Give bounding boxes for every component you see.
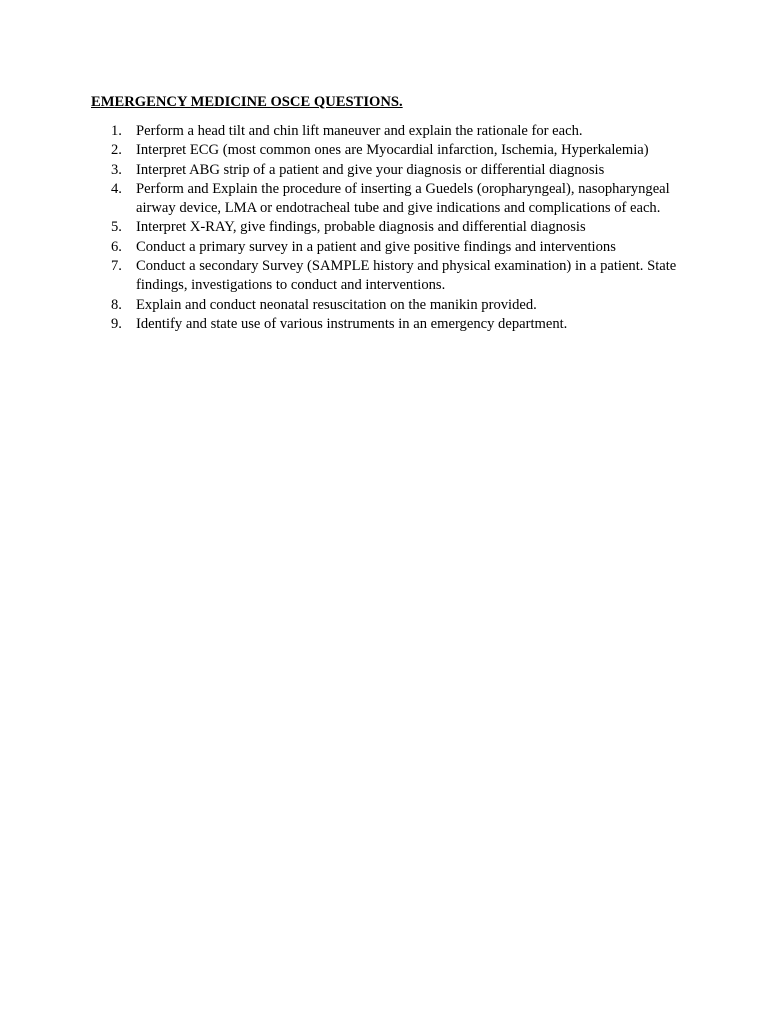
- question-number: 7.: [111, 258, 122, 275]
- question-number: 8.: [111, 296, 122, 313]
- question-text: Conduct a secondary Survey (SAMPLE history and physical examination) in a patient. State findings, investigations to conduct and interventions.: [136, 258, 677, 294]
- question-text: Interpret ECG (most common ones are Myocardial infarction, Ischemia, Hyperkalemia): [136, 142, 649, 159]
- question-item: [91, 161, 681, 180]
- question-number: 3.: [111, 161, 122, 178]
- question-number: 2.: [111, 142, 122, 159]
- question-item: [91, 296, 681, 315]
- question-item: [91, 122, 681, 141]
- question-item: [91, 238, 681, 257]
- question-text: Interpret X-RAY, give findings, probable diagnosis and differential diagnosis: [136, 219, 586, 236]
- question-text: Explain and conduct neonatal resuscitation on the manikin provided.: [136, 296, 537, 313]
- question-number: 5.: [111, 219, 122, 236]
- document-title: EMERGENCY MEDICINE OSCE QUESTIONS.: [91, 94, 403, 110]
- document-content: [91, 93, 681, 334]
- question-item: [91, 257, 681, 296]
- question-text: Identify and state use of various instruments in an emergency department.: [136, 315, 568, 332]
- question-text: Conduct a primary survey in a patient and give positive findings and interventions: [136, 238, 616, 255]
- question-item: [91, 141, 681, 160]
- question-list: [91, 122, 681, 334]
- question-text: Perform and Explain the procedure of inserting a Guedels (oropharyngeal), nasopharyngeal airway device, LMA or endotracheal tube and give indications and complications of each.: [136, 180, 670, 217]
- question-text: Perform a head tilt and chin lift maneuver and explain the rationale for each.: [136, 123, 583, 139]
- question-text: Interpret ABG strip of a patient and give your diagnosis or differential diagnosis: [136, 161, 605, 178]
- question-number: 1.: [111, 123, 122, 139]
- question-number: 4.: [111, 180, 122, 197]
- question-number: 9.: [111, 315, 122, 332]
- question-item: [91, 218, 681, 237]
- question-item: [91, 315, 681, 334]
- question-number: 6.: [111, 238, 122, 255]
- question-item: [91, 180, 681, 219]
